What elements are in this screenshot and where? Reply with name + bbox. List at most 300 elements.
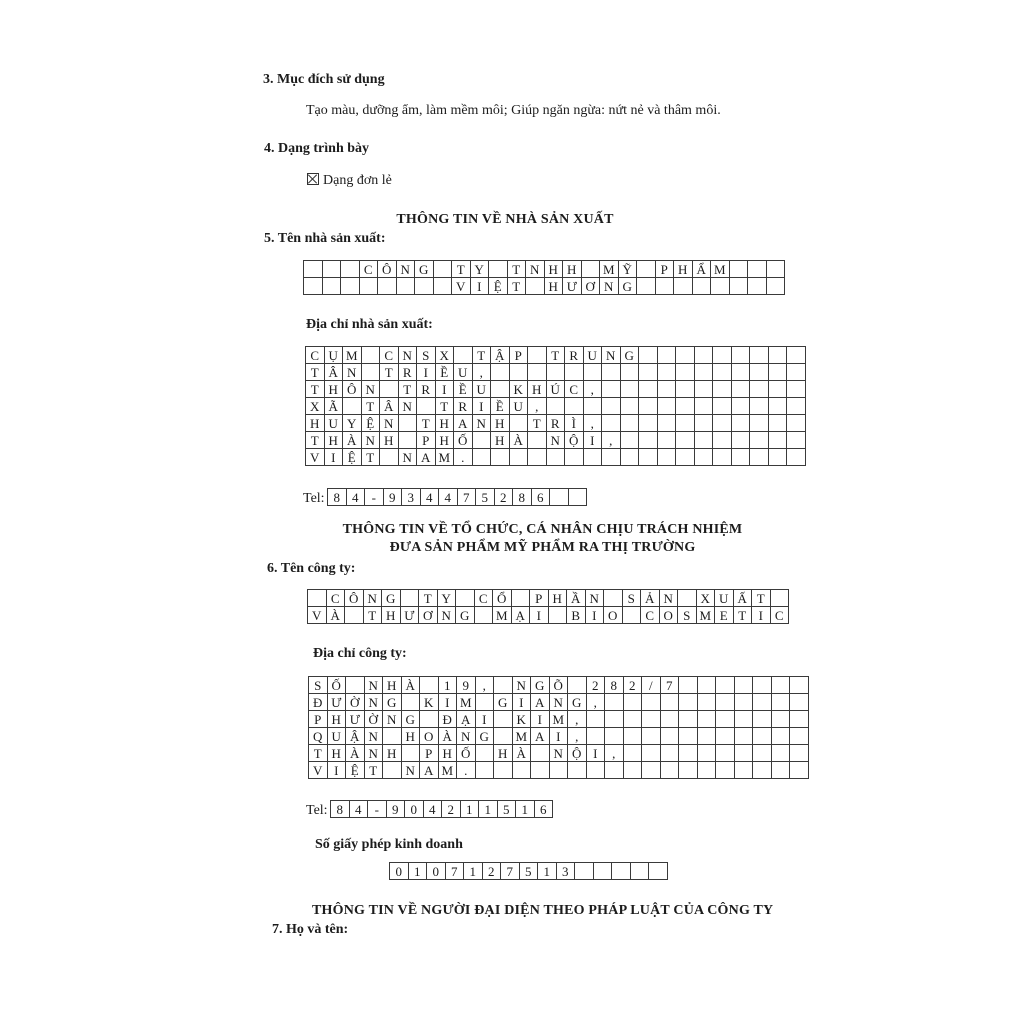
grid-cell [790,762,809,779]
grid-cell: Ô [343,381,362,398]
grid-cell: N [364,728,383,745]
grid-cell [620,381,639,398]
grid-cell: Ư [400,607,419,624]
grid-cell [341,261,360,278]
grid-cell: C [380,347,399,364]
grid-cell: O [420,728,439,745]
grid-cell [605,762,624,779]
checked-box-icon [307,173,319,185]
grid-cell: N [383,711,402,728]
grid-cell [660,694,679,711]
grid-cell: 5 [519,863,538,880]
grid-cell: M [696,607,715,624]
grid-cell [637,278,656,295]
grid-cell: R [454,398,473,415]
responsible-header-line-1: THÔNG TIN VỀ TỔ CHỨC, CÁ NHÂN CHỊU TRÁCH NHIỆM [342,522,743,537]
grid-cell [639,449,658,466]
grid-cell [491,381,510,398]
grid-cell: I [583,432,602,449]
grid-cell [678,590,697,607]
grid-cell [602,415,621,432]
grid-cell [787,347,806,364]
grid-cell [472,432,491,449]
grid-cell [605,694,624,711]
grid-cell [639,381,658,398]
grid-cell: H [327,745,346,762]
grid-cell: H [435,415,454,432]
grid-cell [341,278,360,295]
grid-cell [620,449,639,466]
grid-cell [304,261,323,278]
grid-cell: T [361,449,380,466]
grid-cell [734,677,753,694]
grid-cell [750,449,769,466]
grid-cell: H [327,711,346,728]
grid-cell: C [306,347,325,364]
grid-cell [787,449,806,466]
grid-cell: N [361,381,380,398]
grid-cell [676,415,695,432]
grid-cell [528,432,547,449]
grid-cell: . [454,449,473,466]
grid-cell: I [470,278,489,295]
grid-cell [753,711,772,728]
manufacturer-address-label: Địa chỉ nhà sản xuất: [306,317,433,332]
grid-cell [697,728,716,745]
grid-cell: N [401,762,420,779]
grid-cell [790,677,809,694]
grid-cell: Ạ [457,711,476,728]
grid-cell: / [642,677,661,694]
grid-cell: 7 [660,677,679,694]
grid-cell: A [417,449,436,466]
grid-cell: V [309,762,328,779]
grid-cell [787,432,806,449]
grid-cell [768,347,787,364]
grid-cell: H [548,590,567,607]
grid-cell: I [752,607,771,624]
grid-cell [753,728,772,745]
grid-cell: H [438,745,457,762]
grid-cell: T [507,278,526,295]
grid-cell: N [364,677,383,694]
grid-cell [380,449,399,466]
grid-row [306,415,806,432]
grid-cell [398,415,417,432]
grid-cell [657,364,676,381]
grid-cell [415,278,434,295]
grid-cell [620,415,639,432]
grid-cell [716,711,735,728]
company-tel-label: Tel: [306,803,328,818]
grid-cell [731,432,750,449]
grid-cell [475,694,494,711]
grid-cell: K [420,694,439,711]
grid-cell [734,762,753,779]
grid-cell: P [530,590,549,607]
grid-cell: X [435,347,454,364]
grid-cell [768,432,787,449]
grid-cell: N [526,261,545,278]
grid-cell: X [696,590,715,607]
grid-cell [546,364,565,381]
grid-cell: Ố [457,745,476,762]
grid-cell: 4 [420,489,439,506]
grid-cell [750,432,769,449]
grid-cell [655,278,674,295]
grid-cell: Ụ [324,347,343,364]
grid-cell: I [475,711,494,728]
grid-cell: M [435,449,454,466]
grid-cell: C [770,607,789,624]
grid-cell: N [398,347,417,364]
grid-cell: H [563,261,582,278]
grid-cell: S [417,347,436,364]
grid-cell [602,449,621,466]
grid-cell [771,728,790,745]
grid-cell: G [415,261,434,278]
grid-cell: Ã [324,398,343,415]
grid-cell [511,590,530,607]
grid-cell: T [417,415,436,432]
grid-cell: À [438,728,457,745]
grid-cell [623,711,642,728]
grid-cell: Ỹ [618,261,637,278]
grid-cell: 1 [408,863,427,880]
grid-cell [790,694,809,711]
grid-cell: N [549,745,568,762]
grid-cell: À [343,432,362,449]
grid-cell: G [620,347,639,364]
grid-cell [768,364,787,381]
grid-cell: N [512,677,531,694]
grid-cell [491,364,510,381]
grid-cell: T [472,347,491,364]
grid-cell [713,364,732,381]
grid-cell [657,381,676,398]
grid-cell [433,261,452,278]
grid-cell [694,449,713,466]
grid-cell: S [309,677,328,694]
grid-cell [620,364,639,381]
grid-row [309,694,809,711]
grid-cell: H [544,278,563,295]
grid-cell [731,449,750,466]
grid-cell [586,728,605,745]
grid-cell [768,415,787,432]
grid-cell: Ơ [581,278,600,295]
grid-cell [642,694,661,711]
grid-cell: Ạ [511,607,530,624]
grid-cell: H [401,728,420,745]
grid-cell: M [600,261,619,278]
grid-cell [713,432,732,449]
grid-cell: N [363,590,382,607]
grid-cell: T [733,607,752,624]
grid-cell: M [438,762,457,779]
grid-cell [768,381,787,398]
grid-cell [494,728,513,745]
grid-cell: 8 [328,489,347,506]
grid-cell [731,415,750,432]
grid-cell [343,398,362,415]
grid-cell [766,278,785,295]
grid-cell: M [343,347,362,364]
grid-cell [475,762,494,779]
business-license-label: Số giấy phép kinh doanh [315,837,463,852]
legal-representative-header: THÔNG TIN VỀ NGƯỜI ĐẠI DIỆN THEO PHÁP LUẬT CỦA CÔNG TY [312,903,774,918]
grid-cell: G [475,728,494,745]
grid-cell [383,762,402,779]
grid-row [306,347,806,364]
grid-cell: T [364,762,383,779]
grid-cell: Ề [454,381,473,398]
grid-cell [674,278,693,295]
grid-cell [639,347,658,364]
grid-cell: V [452,278,471,295]
grid-cell: R [546,415,565,432]
grid-cell: Ậ [491,347,510,364]
grid-cell: Ộ [565,432,584,449]
grid-cell [639,364,658,381]
grid-cell: H [491,415,510,432]
grid-cell [697,694,716,711]
grid-cell: V [306,449,325,466]
presentation-option-label: Dạng đơn lẻ [323,173,392,188]
grid-cell [713,449,732,466]
grid-cell [790,745,809,762]
grid-cell: Ư [327,694,346,711]
grid-cell [361,364,380,381]
grid-cell: Ề [491,398,510,415]
grid-cell [697,711,716,728]
grid-cell [308,590,327,607]
grid-cell: N [361,432,380,449]
grid-cell [766,261,785,278]
grid-cell [512,762,531,779]
grid-cell [583,364,602,381]
grid-cell [581,261,600,278]
grid-cell: H [494,745,513,762]
grid-cell: Ô [378,261,397,278]
grid-cell: Â [324,364,343,381]
grid-cell [420,711,439,728]
grid-cell: Ậ [346,728,365,745]
grid-cell: Ì [565,415,584,432]
grid-cell [729,278,748,295]
grid-cell [657,432,676,449]
grid-cell: I [586,745,605,762]
grid-cell [748,261,767,278]
company-name-grid [307,589,789,624]
section-5-title: 5. Tên nhà sản xuất: [264,231,386,246]
grid-cell [771,694,790,711]
grid-cell: Ệ [361,415,380,432]
grid-cell [716,745,735,762]
grid-cell: N [364,745,383,762]
grid-row [309,711,809,728]
grid-cell: Ệ [489,278,508,295]
grid-cell [660,745,679,762]
grid-cell: H [383,745,402,762]
grid-row [308,607,789,624]
grid-cell [491,449,510,466]
grid-cell [642,711,661,728]
grid-cell [494,762,513,779]
grid-cell: P [509,347,528,364]
grid-cell: H [383,677,402,694]
grid-cell: H [324,381,343,398]
grid-cell [639,415,658,432]
grid-cell [748,278,767,295]
business-license-grid [389,862,668,880]
grid-cell [400,590,419,607]
grid-cell [380,381,399,398]
grid-cell [378,278,397,295]
grid-cell: C [565,381,584,398]
grid-cell [605,711,624,728]
grid-cell: G [456,607,475,624]
grid-cell: À [346,745,365,762]
grid-cell [575,863,594,880]
grid-cell: Y [343,415,362,432]
grid-cell [642,745,661,762]
grid-cell: , [568,728,587,745]
grid-cell [679,745,698,762]
company-address-label: Địa chỉ công ty: [313,646,407,661]
grid-cell: H [324,432,343,449]
grid-cell [346,677,365,694]
grid-cell [790,728,809,745]
grid-cell [734,745,753,762]
section-4-title: 4. Dạng trình bày [264,141,370,156]
grid-cell [605,728,624,745]
grid-row [306,398,806,415]
grid-cell: N [398,398,417,415]
grid-cell [639,432,658,449]
grid-cell [586,762,605,779]
grid-cell: , [475,677,494,694]
grid-cell: 2 [494,489,513,506]
grid-cell: Ệ [346,762,365,779]
grid-cell: R [417,381,436,398]
grid-cell: U [327,728,346,745]
grid-row [306,381,806,398]
grid-cell: N [364,694,383,711]
manufacturer-header: THÔNG TIN VỀ NHÀ SẢN XUẤT [396,212,614,227]
grid-cell [713,347,732,364]
grid-cell [509,364,528,381]
grid-cell [489,261,508,278]
grid-cell [731,381,750,398]
grid-cell: N [398,449,417,466]
grid-cell: M [549,711,568,728]
grid-cell: Ẩ [692,261,711,278]
grid-cell [583,398,602,415]
grid-cell: R [565,347,584,364]
grid-cell: P [420,745,439,762]
grid-cell: I [530,607,549,624]
grid-cell: T [309,745,328,762]
section-6-title: 6. Tên công ty: [267,561,356,576]
grid-cell: I [435,381,454,398]
grid-cell: 4 [439,489,458,506]
grid-cell: Q [309,728,328,745]
grid-cell: 9 [457,677,476,694]
grid-cell [322,261,341,278]
grid-cell [657,398,676,415]
grid-cell [750,364,769,381]
grid-cell: T [752,590,771,607]
grid-cell: - [368,801,387,818]
grid-cell: , [568,711,587,728]
grid-cell: , [583,381,602,398]
grid-cell: C [641,607,660,624]
grid-cell [494,677,513,694]
grid-cell [531,745,550,762]
grid-cell: M [512,728,531,745]
grid-row [309,728,809,745]
grid-cell [753,745,772,762]
grid-cell: T [528,415,547,432]
grid-cell: G [382,590,401,607]
grid-cell [472,449,491,466]
grid-cell: Ô [345,590,364,607]
grid-cell: 1 [538,863,557,880]
grid-cell: A [531,728,550,745]
grid-row [328,489,587,506]
grid-cell: N [472,415,491,432]
manufacturer-name-grid [303,260,785,295]
grid-cell: . [457,762,476,779]
grid-cell: G [531,677,550,694]
grid-cell [433,278,452,295]
grid-cell [528,347,547,364]
grid-cell: G [383,694,402,711]
grid-cell [660,711,679,728]
grid-cell [734,728,753,745]
grid-cell [612,863,631,880]
grid-cell [697,745,716,762]
grid-cell: R [398,364,417,381]
grid-cell: 4 [346,489,365,506]
grid-cell [565,449,584,466]
grid-cell [604,590,623,607]
grid-cell [716,677,735,694]
grid-cell: T [419,590,438,607]
grid-cell [697,762,716,779]
presentation-option [307,173,392,189]
grid-cell: N [546,432,565,449]
grid-cell: Y [437,590,456,607]
grid-cell: H [380,432,399,449]
grid-cell: T [306,432,325,449]
grid-cell [639,398,658,415]
grid-cell: T [398,381,417,398]
grid-cell [731,364,750,381]
grid-cell [475,745,494,762]
grid-cell [676,432,695,449]
grid-cell: 1 [479,801,498,818]
grid-cell: G [568,694,587,711]
grid-cell: I [549,728,568,745]
grid-cell [694,381,713,398]
grid-cell [456,590,475,607]
grid-cell: H [544,261,563,278]
grid-cell: S [622,590,641,607]
grid-cell [657,347,676,364]
grid-cell [649,863,668,880]
